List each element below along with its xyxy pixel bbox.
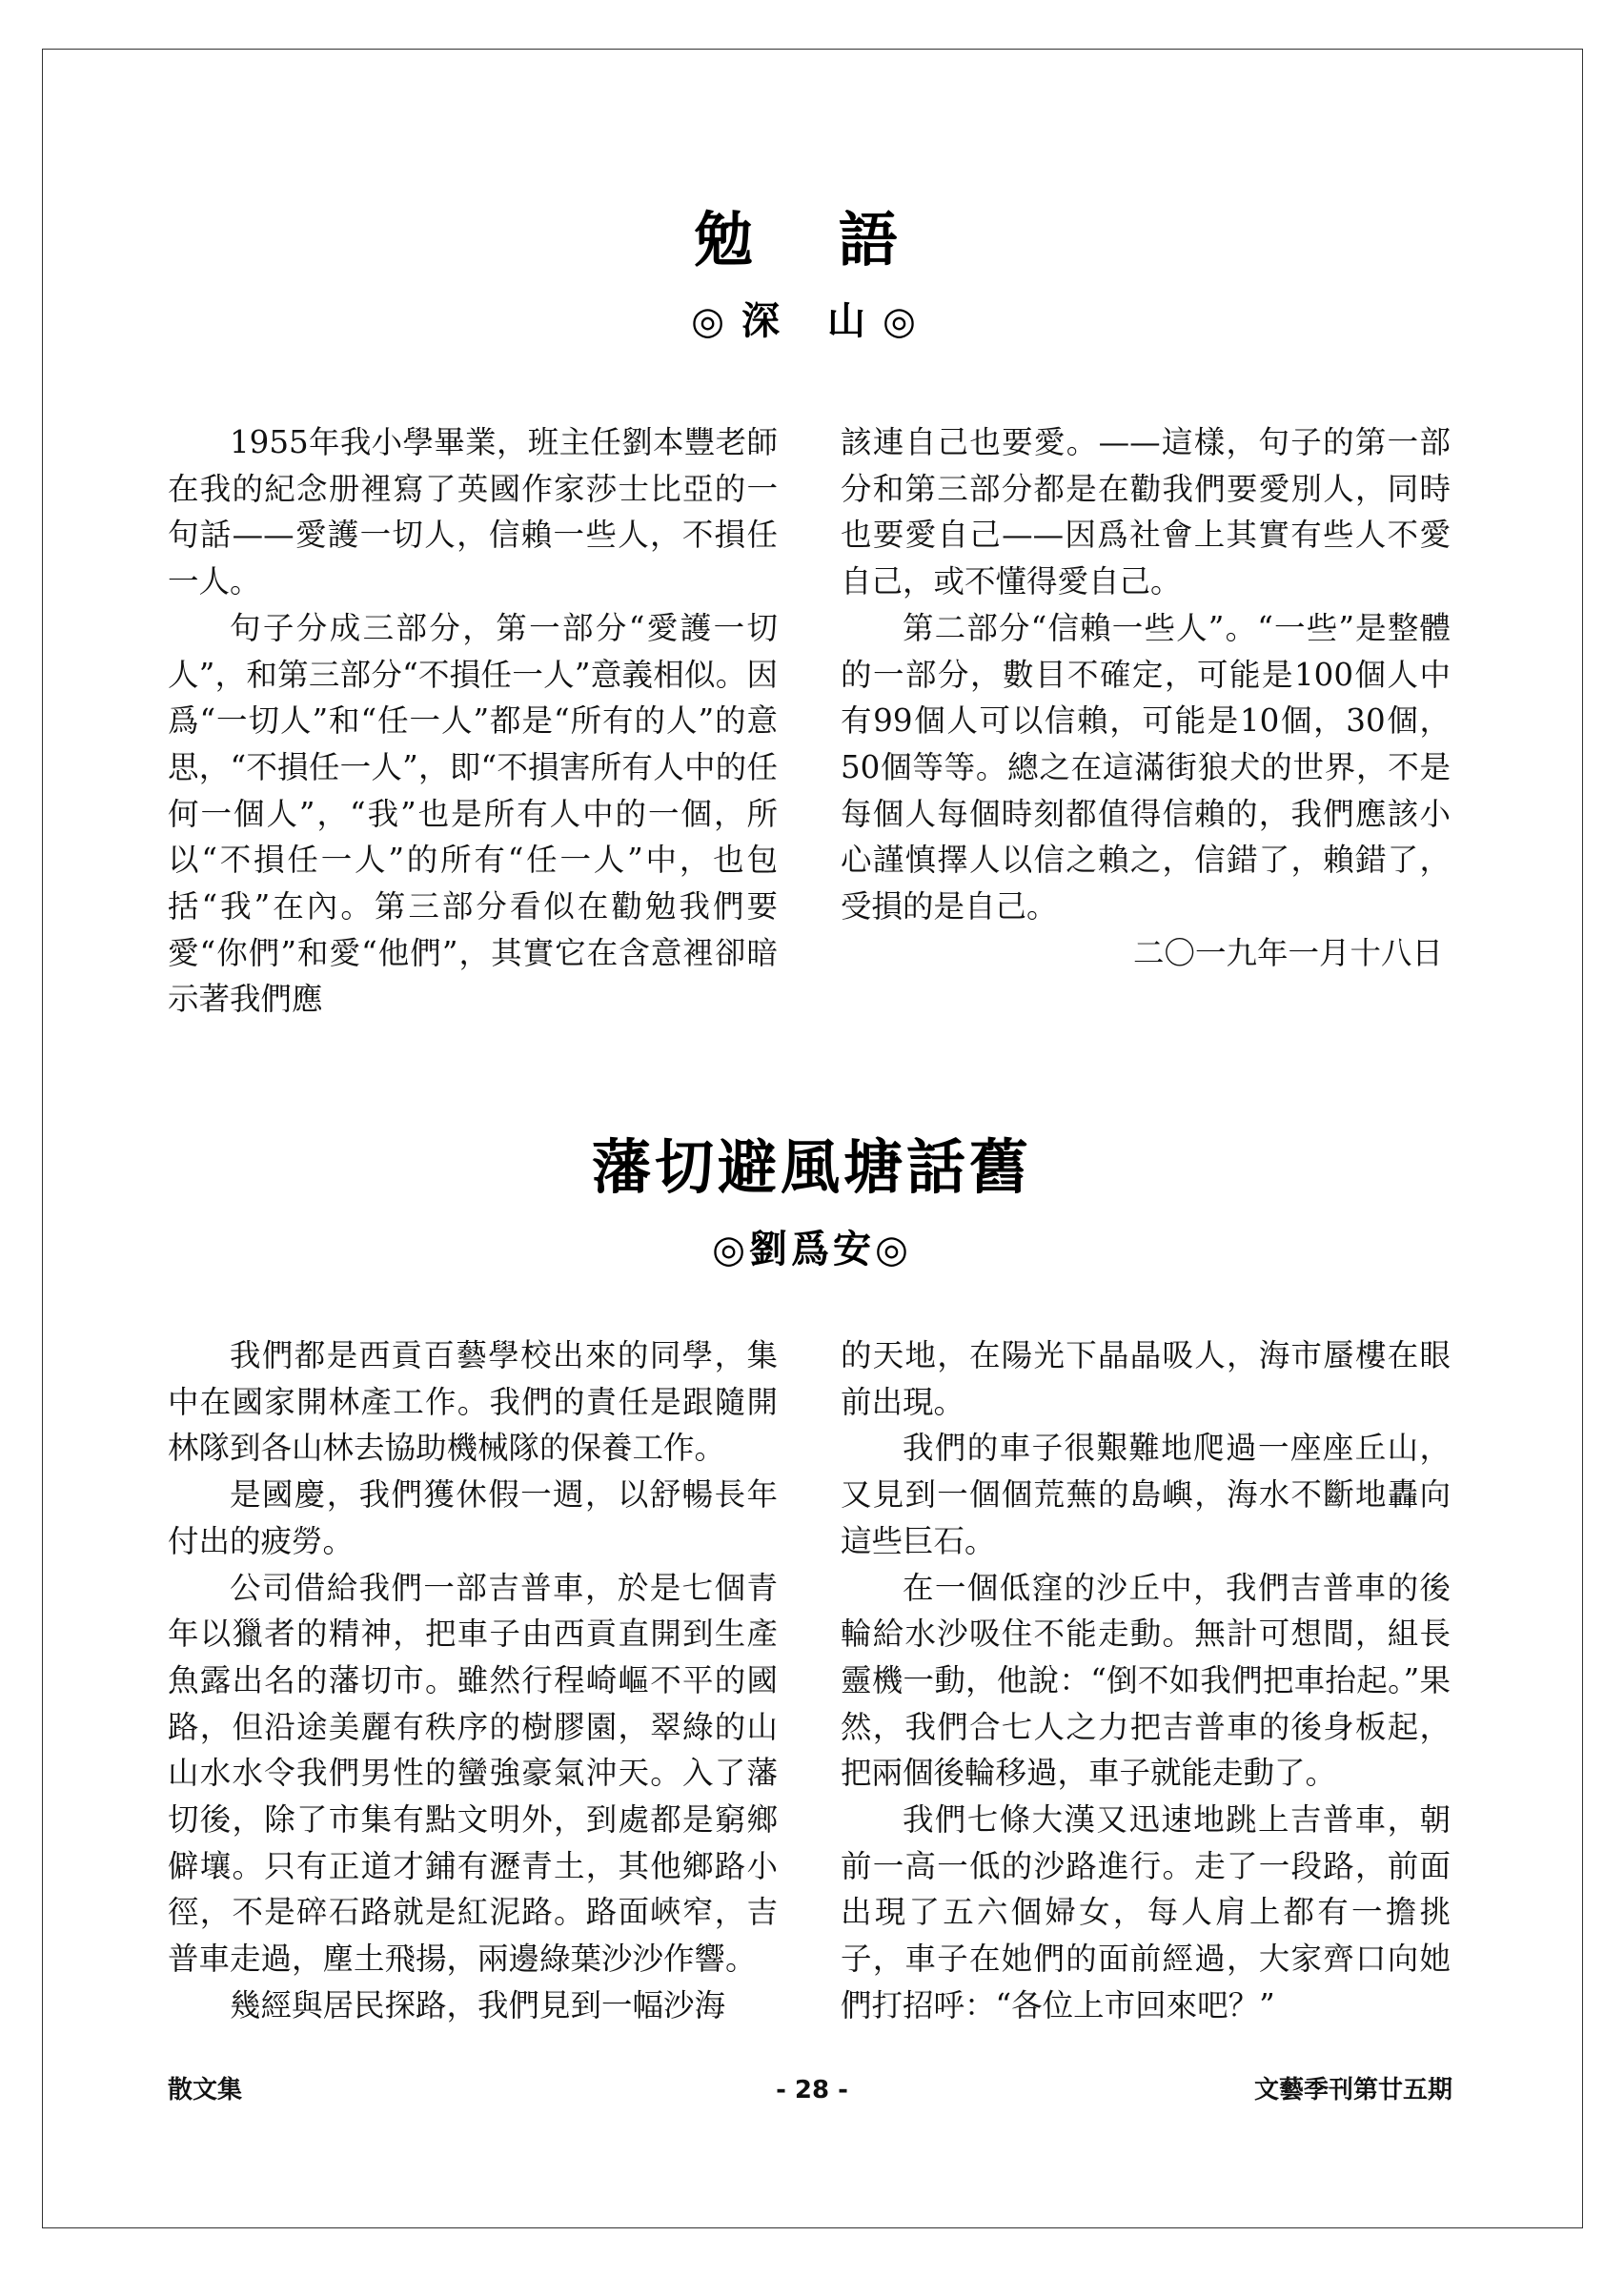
paragraph: 在一個低窪的沙丘中，我們吉普車的後輪給水沙吸住不能走動。無計可想間，組長靈機一動，他說：“倒不如我們把車抬起。”果然，我們合七人之力把吉普車的後身板起，把兩個後輪移過，車子就能走動了。 — [841, 1569, 1451, 1792]
footer-section-name: 散文集 — [168, 2076, 243, 2104]
footer-publication: 文藝季刊第廿五期 — [1253, 2076, 1452, 2104]
paragraph: 的天地，在陽光下晶晶吸人，海市蜃樓在眼前出現。 — [841, 1337, 1451, 1420]
article2-title: 藩切避風塘話舊 — [591, 1132, 1032, 1202]
paragraph: 該連自己也要愛。——這樣，句子的第一部分和第三部分都是在勸我們要愛別人，同時也要愛自己——因爲社會上其實有些人不愛自己，或不懂得愛自己。 — [841, 424, 1451, 600]
article1-column-left — [168, 419, 778, 1023]
paragraph: 我們的車子很艱難地爬過一座座丘山，又見到一個個荒蕪的島嶼，海水不斷地轟向這些巨石。 — [841, 1430, 1451, 1559]
paragraph: 幾經與居民探路，我們見到一幅沙海 — [230, 1986, 726, 2023]
article2-column-right — [841, 1332, 1451, 2029]
paragraph: 公司借給我們一部吉普車，於是七個青年以獵者的精神，把車子由西貢直開到生產魚露出名的藩切市。雖然行程崎嶇不平的國路，但沿途美麗有秩序的樹膠園，翠綠的山山水水令我們男性的蠻強豪氣沖天。入了藩切後，除了市集有點文明外，到處都是窮鄉僻壤。只有正道才鋪有瀝青土，其他鄉路小徑，不是碎石路就是紅泥路。路面峽窄，吉普車走過，塵土飛揚，兩邊綠葉沙沙作響。 — [168, 1569, 778, 1978]
paragraph: 1955年我小學畢業，班主任劉本豐老師在我的紀念册裡寫了英國作家莎士比亞的一句話——愛護一切人，信賴一些人，不損任一人。 — [168, 424, 778, 600]
article1-title: 勉 語 — [694, 205, 930, 274]
article1-author: ◎深 山◎ — [691, 298, 933, 343]
paragraph: 句子分成三部分，第一部分“愛護一切人”，和第三部分“不損任一人”意義相似。因爲“一切人”和“任一人”都是“所有的人”的意思，“不損任一人”，即“不損害所有人中的任何一個人”，“我”也是所有人中的一個，所以“不損任一人”的所有“任一人”中，也包括“我”在內。第三部分看似在勸勉我們要愛“你們”和愛“他們”，其實它在含意裡卻暗示著我們應 — [168, 609, 778, 1018]
article1-date: 二〇一九年一月十八日 — [1132, 934, 1443, 971]
article1-column-right — [841, 419, 1451, 976]
paragraph: 是國慶，我們獲休假一週，以舒暢長年付出的疲勞。 — [168, 1476, 778, 1559]
paragraph: 我們都是西貢百藝學校出來的同學，集中在國家開林產工作。我們的責任是跟隨開林隊到各山林去協助機械隊的保養工作。 — [168, 1337, 778, 1467]
article2-column-left — [168, 1332, 778, 2029]
paragraph: 第二部分“信賴一些人”。“一些”是整體的一部分，數目不確定，可能是100個人中有99個人可以信賴，可能是10個，30個，50個等等。總之在這滿街狼犬的世界，不是每個人每個時刻都值得信賴的，我們應該小心謹慎擇人以信之賴之，信錯了，賴錯了，受損的是自己。 — [841, 609, 1451, 925]
footer-page-number: - 28 - — [776, 2076, 848, 2104]
paragraph: 我們七條大漢又迅速地跳上吉普車，朝前一高一低的沙路進行。走了一段路，前面出現了五六個婦女，每人肩上都有一擔挑子，車子在她們的面前經過，大家齊口向她們打招呼：“各位上市回來吧？” — [841, 1801, 1451, 2023]
article2-author: ◎劉爲安◎ — [712, 1227, 912, 1271]
